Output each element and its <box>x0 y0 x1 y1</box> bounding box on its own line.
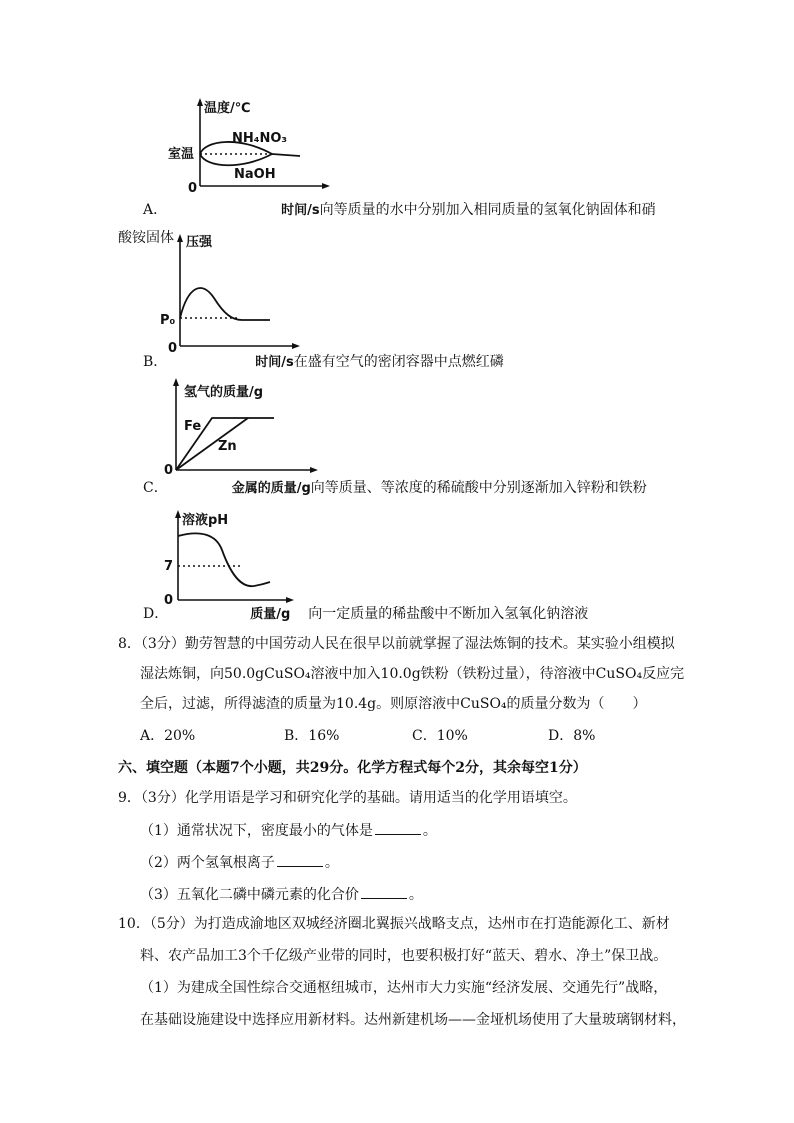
graph-d-x-arrow <box>286 597 294 603</box>
graph-a-room-tick: 室温 <box>168 147 195 162</box>
graph-b-x-label: 时间/s <box>255 355 294 370</box>
graph-d-origin: 0 <box>164 593 174 608</box>
q8-line2: 湿法炼铜，向50.0gCuSO₄溶液中加入10.0g铁粉（铁粉过量），待溶液中CuSO₄反应完 <box>140 666 685 682</box>
graph-c-origin: 0 <box>164 463 174 478</box>
q8-option-d: D．8% <box>548 728 596 744</box>
q10-line3: （1）为建成全国性综合交通枢纽城市，达州市大力实施“经济发展、交通先行”战略， <box>140 980 668 996</box>
q9-sub1-end: 。 <box>422 823 437 839</box>
q9-sub2 <box>140 852 339 873</box>
q9-sub1 <box>140 820 437 841</box>
q10-line2: 料、农产品加工3个千亿级产业带的同时，也要积极打好“蓝天、碧水、净土”保卫战。 <box>140 948 668 964</box>
graph-b <box>160 226 340 356</box>
graph-a-curve2-label: NaOH <box>234 167 276 182</box>
q9-blank1[interactable] <box>375 820 421 835</box>
graph-c-y-arrow <box>173 378 179 386</box>
graph-b-curve <box>180 288 270 320</box>
graph-d-curve <box>178 533 270 586</box>
q9-sub3 <box>140 884 423 905</box>
graph-a <box>160 96 340 208</box>
graph-c-zn-label: Zn <box>218 439 237 454</box>
graph-b-x-arrow <box>292 343 300 349</box>
q8-line1: 8．（3分）勤劳智慧的中国劳动人民在很早以前就掌握了湿法炼铜的技术。某实验小组模拟 <box>118 636 675 652</box>
graph-d-y-arrow <box>175 510 181 518</box>
graph-d-x-label: 质量/g <box>250 607 291 622</box>
q9-stem: 9．（3分）化学用语是学习和研究化学的基础。请用适当的化学用语填空。 <box>118 790 577 806</box>
graph-b-origin: 0 <box>168 341 178 356</box>
graph-b-y-arrow <box>177 234 183 242</box>
option-a-desc2: 酸铵固体 <box>118 230 174 246</box>
graph-a-origin: 0 <box>188 181 198 196</box>
q8-option-b: B．16% <box>284 728 340 744</box>
graph-a-y-arrow <box>197 98 203 106</box>
q8-option-c: C．10% <box>412 728 468 744</box>
q9-sub1-text: （1）通常状况下，密度最小的气体是 <box>140 823 373 839</box>
option-b-letter: B． <box>143 354 168 370</box>
option-d-line <box>143 604 588 625</box>
option-d-letter: D． <box>143 606 169 622</box>
q8-option-a: A．20% <box>140 728 196 744</box>
option-c-letter: C． <box>143 480 168 496</box>
graph-c-fe-label: Fe <box>184 419 202 434</box>
q9-blank2[interactable] <box>277 852 323 867</box>
option-b-line <box>143 352 504 373</box>
option-b-desc: 在盛有空气的密闭容器中点燃红磷 <box>293 354 504 370</box>
section6-title: 六、填空题（本题7个小题，共29分。化学方程式每个2分，其余每空1分） <box>118 760 587 776</box>
q8-line3: 全后，过滤，所得滤渣的质量为10.4g。则原溶液中CuSO₄的质量分数为（ ） <box>140 696 647 712</box>
option-c-desc: 向等质量、等浓度的稀硫酸中分别逐渐加入锌粉和铁粉 <box>310 480 647 496</box>
q9-sub3-text: （3）五氧化二磷中磷元素的化合价 <box>140 887 359 903</box>
q9-sub2-text: （2）两个氢氧根离子 <box>140 855 275 871</box>
q10-line4: 在基础设施建设中选择应用新材料。达州新建机场——金垭机场使用了大量玻璃钢材料， <box>140 1012 686 1028</box>
q9-sub2-end: 。 <box>324 855 339 871</box>
graph-d <box>160 504 340 608</box>
graph-c-y-label: 氢气的质量/g <box>184 385 264 400</box>
graph-c <box>160 374 340 478</box>
option-a-desc1: 向等质量的水中分别加入相同质量的氢氧化钠固体和硝 <box>319 202 656 218</box>
graph-c-x-arrow <box>310 467 318 473</box>
graph-a-curve1-label: NH₄NO₃ <box>232 131 288 146</box>
graph-a-x-arrow <box>322 183 330 189</box>
graph-c-x-label: 金属的质量/g <box>231 481 311 496</box>
option-c-line <box>143 478 647 499</box>
graph-b-y-label: 压强 <box>186 235 213 250</box>
q9-sub3-end: 。 <box>408 887 423 903</box>
option-d-desc: 向一定质量的稀盐酸中不断加入氢氧化钠溶液 <box>308 606 589 622</box>
graph-d-y-label: 溶液pH <box>182 513 229 528</box>
option-a-line1 <box>143 200 656 221</box>
option-a-letter: A． <box>143 202 168 218</box>
graph-a-curve-bottom <box>200 154 300 165</box>
graph-b-p0-tick: P₀ <box>160 313 176 328</box>
q9-blank3[interactable] <box>361 884 407 899</box>
graph-d-ph7-tick: 7 <box>164 559 174 574</box>
graph-a-x-label: 时间/s <box>281 203 320 218</box>
graph-a-y-label: 温度/℃ <box>204 101 251 116</box>
q10-line1: 10．（5分）为打造成渝地区双城经济圈北翼振兴战略支点，达州市在打造能源化工、新材 <box>118 916 670 932</box>
